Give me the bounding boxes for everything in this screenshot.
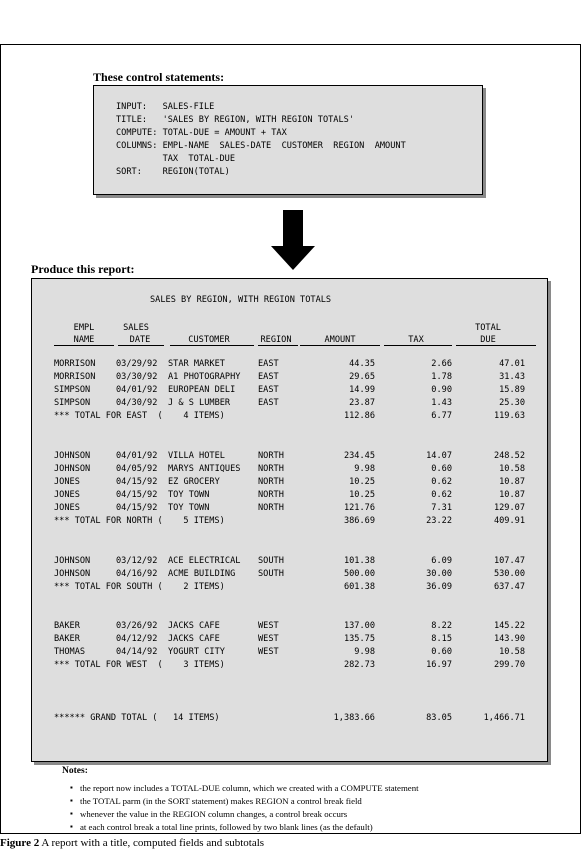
cell-region: SOUTH <box>258 568 284 579</box>
cell-total-due: 25.30 <box>499 398 525 409</box>
cell-tax: 30.00 <box>426 568 452 579</box>
cell-amount: 9.98 <box>354 647 375 658</box>
cell-total-due: 107.47 <box>493 555 525 566</box>
cell-tax: 6.09 <box>431 555 452 566</box>
cell-amount: 10.25 <box>349 490 375 500</box>
cell-customer: EUROPEAN DELI <box>168 385 236 396</box>
cell-sales-date: 04/15/92 <box>116 490 158 500</box>
cell-region: WEST <box>258 621 279 631</box>
cell-empl-name: JOHNSON <box>54 555 91 566</box>
cell-region: NORTH <box>258 450 284 461</box>
cell-empl-name: SIMPSON <box>54 385 91 396</box>
cell-amount: 137.00 <box>343 621 375 631</box>
header-sales: SALES <box>123 323 149 333</box>
cell-total-due: 129.07 <box>493 503 525 514</box>
cell-sales-date: 04/30/92 <box>116 398 158 409</box>
cell-region: NORTH <box>258 463 284 474</box>
cell-empl-name: JONES <box>54 476 80 487</box>
cell-amount: 121.76 <box>343 503 375 514</box>
cell-region: EAST <box>258 398 279 409</box>
cell-region: WEST <box>258 647 279 658</box>
header-region: REGION <box>260 335 292 345</box>
cell-amount: 10.25 <box>349 476 375 487</box>
grand-total-due: 1,466.71 <box>483 712 525 723</box>
subtotal-label: *** TOTAL FOR NORTH ( 5 ITEMS) <box>54 516 225 527</box>
cell-total-due: 10.87 <box>499 476 525 487</box>
cell-customer: ACME BUILDING <box>168 568 236 579</box>
cell-tax: 8.22 <box>431 621 452 631</box>
header-due: DUE <box>480 335 496 345</box>
cell-amount: 234.45 <box>343 450 375 461</box>
grand-total-label: ****** GRAND TOTAL ( 14 ITEMS) <box>54 712 220 723</box>
cell-customer: MARYS ANTIQUES <box>168 463 241 474</box>
cell-sales-date: 04/15/92 <box>116 476 158 487</box>
cell-tax: 0.60 <box>431 463 452 474</box>
cell-customer: A1 PHOTOGRAPHY <box>168 372 241 383</box>
cell-empl-name: BAKER <box>54 621 80 631</box>
cell-sales-date: 04/05/92 <box>116 463 158 474</box>
header-customer: CUSTOMER <box>188 335 230 345</box>
subtotal-total-due: 637.47 <box>493 581 525 592</box>
cell-total-due: 15.89 <box>499 385 525 396</box>
cell-customer: ACE ELECTRICAL <box>168 555 241 566</box>
subtotal-amount: 282.73 <box>343 660 375 671</box>
control-statements-box <box>93 85 483 195</box>
cell-customer: J & S LUMBER <box>168 398 231 409</box>
note-item: ▪ the report now includes a TOTAL-DUE column, which we created with a COMPUTE statement <box>80 783 419 793</box>
subtotal-total-due: 299.70 <box>493 660 525 671</box>
header-tax: TAX <box>408 335 424 345</box>
header-underline <box>258 345 298 346</box>
note-item: ▪ at each control break a total line prints, followed by two blank lines (as the default) <box>80 822 373 832</box>
cell-empl-name: MORRISON <box>54 372 96 383</box>
grand-total-amount: 1,383.66 <box>333 712 375 723</box>
cell-empl-name: JONES <box>54 490 80 500</box>
report-box <box>31 278 548 762</box>
subtotal-tax: 16.97 <box>426 660 452 671</box>
cell-total-due: 47.01 <box>499 359 525 369</box>
header-total: TOTAL <box>475 323 501 333</box>
cell-sales-date: 03/12/92 <box>116 555 158 566</box>
note-item: ▪ the TOTAL parm (in the SORT statement) makes REGION a control break field <box>80 796 362 806</box>
subtotal-label: *** TOTAL FOR EAST ( 4 ITEMS) <box>54 411 225 422</box>
note-item: ▪ whenever the value in the REGION column changes, a control break occurs <box>80 809 347 819</box>
cell-region: EAST <box>258 385 279 396</box>
cell-empl-name: JONES <box>54 503 80 514</box>
control-line: COMPUTE: TOTAL-DUE = AMOUNT + TAX <box>116 128 287 138</box>
cell-empl-name: THOMAS <box>54 647 86 658</box>
cell-total-due: 530.00 <box>493 568 525 579</box>
cell-empl-name: MORRISON <box>54 359 96 369</box>
cell-empl-name: JOHNSON <box>54 568 91 579</box>
header-underline <box>384 345 452 346</box>
cell-region: SOUTH <box>258 555 284 566</box>
cell-sales-date: 03/26/92 <box>116 621 158 631</box>
control-line: TAX TOTAL-DUE <box>116 154 235 164</box>
cell-tax: 0.90 <box>431 385 452 396</box>
cell-customer: VILLA HOTEL <box>168 450 225 461</box>
cell-amount: 23.87 <box>349 398 375 409</box>
cell-sales-date: 04/16/92 <box>116 568 158 579</box>
cell-region: NORTH <box>258 476 284 487</box>
cell-amount: 9.98 <box>354 463 375 474</box>
cell-tax: 0.60 <box>431 647 452 658</box>
cell-tax: 0.62 <box>431 490 452 500</box>
subtotal-tax: 6.77 <box>431 411 452 422</box>
cell-customer: EZ GROCERY <box>168 476 220 487</box>
cell-customer: TOY TOWN <box>168 503 210 514</box>
subtotal-total-due: 119.63 <box>493 411 525 422</box>
down-arrow-icon <box>271 210 315 270</box>
cell-total-due: 10.87 <box>499 490 525 500</box>
cell-amount: 500.00 <box>343 568 375 579</box>
cell-total-due: 143.90 <box>493 634 525 645</box>
header-amount: AMOUNT <box>324 335 356 345</box>
control-line: TITLE: 'SALES BY REGION, WITH REGION TOTALS' <box>116 115 354 125</box>
cell-tax: 1.78 <box>431 372 452 383</box>
cell-total-due: 10.58 <box>499 463 525 474</box>
cell-tax: 14.07 <box>426 450 452 461</box>
cell-total-due: 31.43 <box>499 372 525 383</box>
cell-sales-date: 03/30/92 <box>116 372 158 383</box>
cell-empl-name: JOHNSON <box>54 450 91 461</box>
cell-tax: 8.15 <box>431 634 452 645</box>
cell-sales-date: 04/01/92 <box>116 450 158 461</box>
report-heading: Produce this report: <box>31 262 135 276</box>
header-underline <box>118 345 164 346</box>
subtotal-tax: 36.09 <box>426 581 452 592</box>
grand-total-tax: 83.05 <box>426 712 452 723</box>
caption-text: A report with a title, computed fields and subtotals <box>41 837 265 849</box>
subtotal-total-due: 409.91 <box>493 516 525 527</box>
caption-label: Figure 2 <box>0 837 40 849</box>
control-line: INPUT: SALES-FILE <box>116 102 215 112</box>
cell-tax: 2.66 <box>431 359 452 369</box>
cell-customer: JACKS CAFE <box>168 634 220 645</box>
cell-sales-date: 04/14/92 <box>116 647 158 658</box>
header-date: DATE <box>129 335 151 345</box>
control-heading: These control statements: <box>93 70 225 84</box>
cell-empl-name: SIMPSON <box>54 398 91 409</box>
cell-amount: 135.75 <box>343 634 375 645</box>
header-empl: EMPL <box>73 323 95 333</box>
header-name: NAME <box>73 335 95 345</box>
control-line: COLUMNS: EMPL-NAME SALES-DATE CUSTOMER REGION AMOUNT <box>116 141 406 151</box>
cell-tax: 0.62 <box>431 476 452 487</box>
cell-region: NORTH <box>258 490 284 500</box>
subtotal-label: *** TOTAL FOR SOUTH ( 2 ITEMS) <box>54 581 225 592</box>
cell-sales-date: 04/15/92 <box>116 503 158 514</box>
figure-caption <box>0 837 264 849</box>
subtotal-label: *** TOTAL FOR WEST ( 3 ITEMS) <box>54 660 225 671</box>
control-line: SORT: REGION(TOTAL) <box>116 167 230 177</box>
subtotal-amount: 386.69 <box>343 516 375 527</box>
cell-customer: TOY TOWN <box>168 490 210 500</box>
cell-amount: 44.35 <box>349 359 375 369</box>
cell-total-due: 248.52 <box>493 450 525 461</box>
cell-region: WEST <box>258 634 279 645</box>
cell-amount: 29.65 <box>349 372 375 383</box>
report-title: SALES BY REGION, WITH REGION TOTALS <box>150 295 332 305</box>
subtotal-amount: 112.86 <box>343 411 375 422</box>
cell-tax: 7.31 <box>431 503 452 514</box>
cell-amount: 101.38 <box>343 555 375 566</box>
cell-customer: STAR MARKET <box>168 359 225 369</box>
cell-region: NORTH <box>258 503 284 514</box>
cell-amount: 14.99 <box>349 385 375 396</box>
cell-total-due: 145.22 <box>493 621 525 631</box>
cell-total-due: 10.58 <box>499 647 525 658</box>
cell-sales-date: 04/12/92 <box>116 634 158 645</box>
notes <box>62 766 419 832</box>
header-underline <box>456 345 536 346</box>
header-underline <box>300 345 380 346</box>
cell-customer: YOGURT CITY <box>168 647 225 658</box>
header-underline <box>54 345 114 346</box>
cell-customer: JACKS CAFE <box>168 621 220 631</box>
cell-tax: 1.43 <box>431 398 452 409</box>
notes-title: Notes: <box>62 766 88 776</box>
cell-region: EAST <box>258 372 279 383</box>
header-underline <box>170 345 254 346</box>
subtotal-tax: 23.22 <box>426 516 452 527</box>
cell-sales-date: 04/01/92 <box>116 385 158 396</box>
cell-empl-name: JOHNSON <box>54 463 91 474</box>
subtotal-amount: 601.38 <box>343 581 375 592</box>
cell-sales-date: 03/29/92 <box>116 359 158 369</box>
cell-region: EAST <box>258 359 279 369</box>
cell-empl-name: BAKER <box>54 634 80 645</box>
